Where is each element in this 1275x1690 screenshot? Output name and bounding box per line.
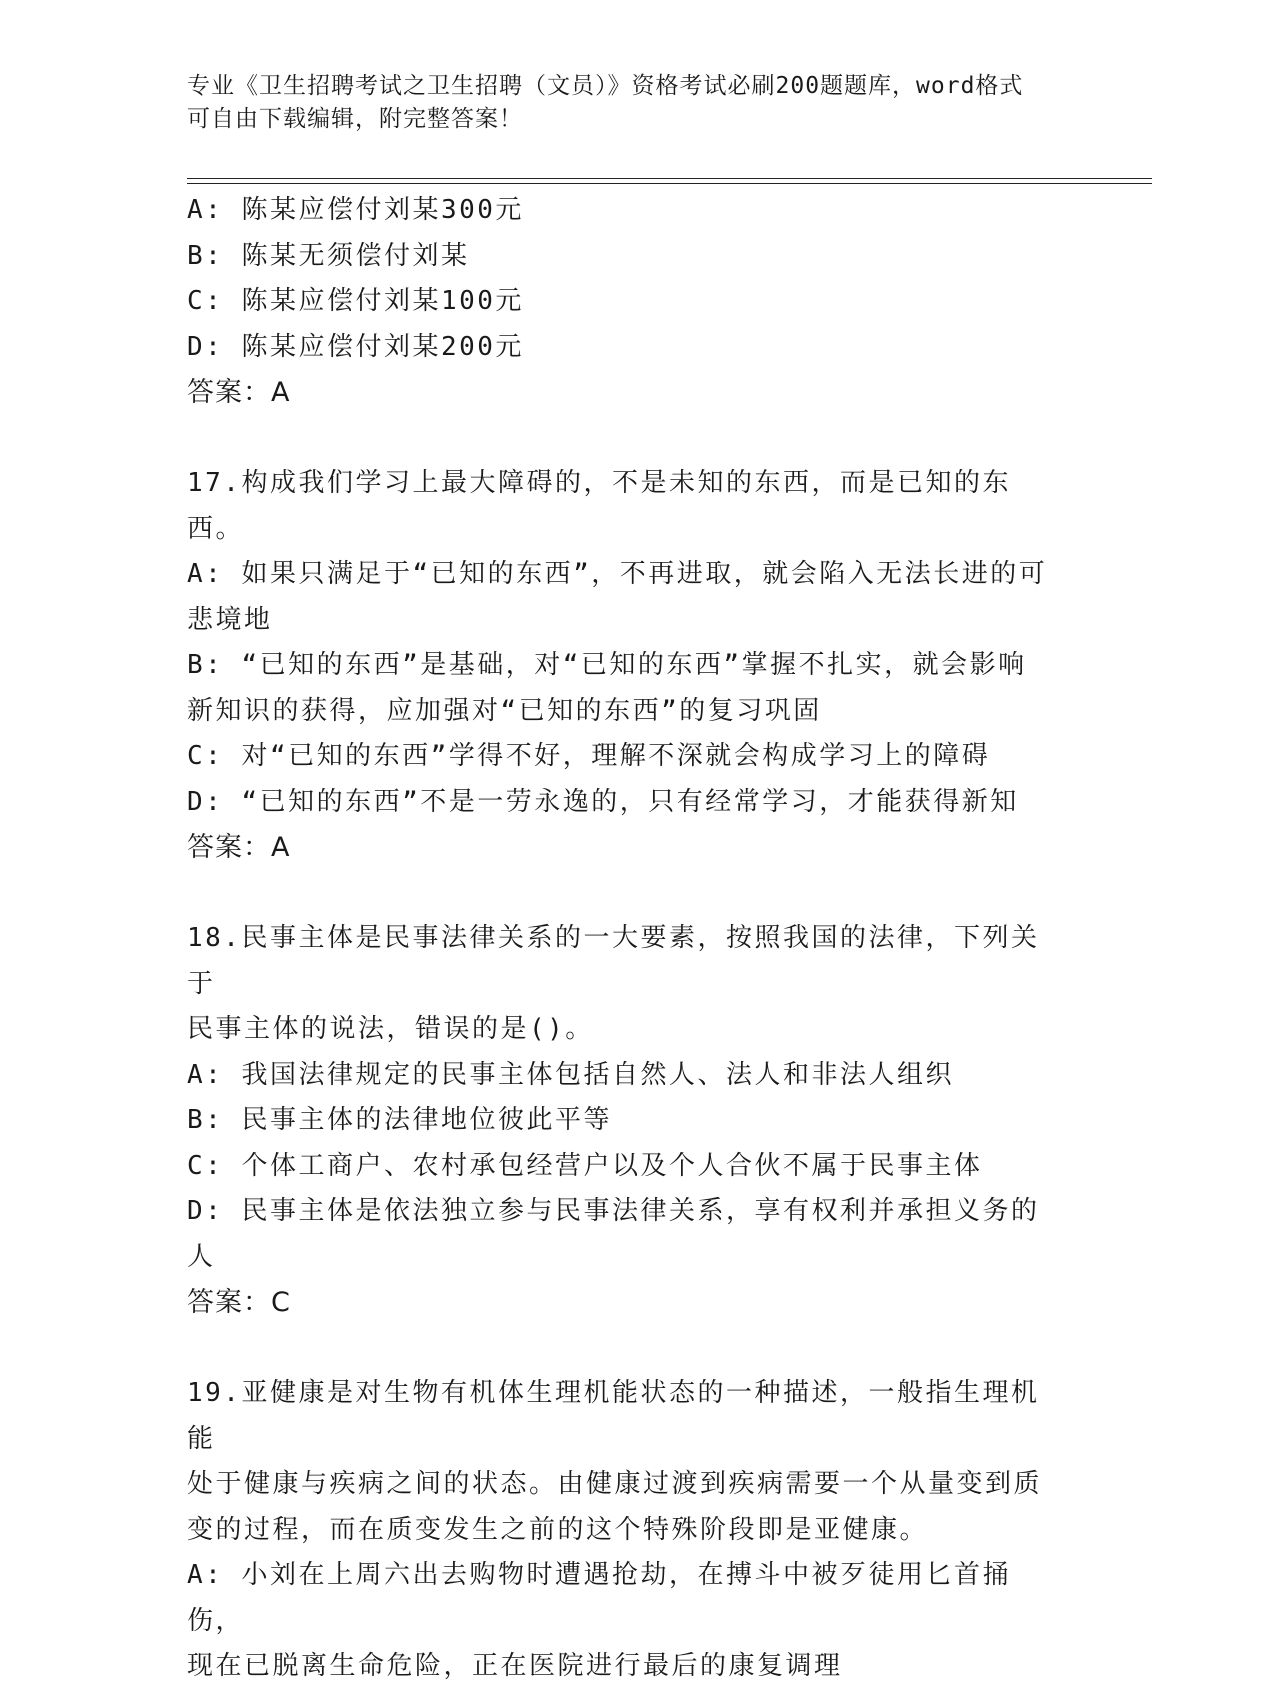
document-header xyxy=(187,70,1067,136)
option-a: A: 陈某应偿付刘某300元 xyxy=(187,195,524,225)
question-19 xyxy=(187,1371,1067,1690)
previous-question-options xyxy=(187,188,1067,416)
question-stem-line-3: 变的过程，而在质变发生之前的这个特殊阶段即是亚健康。 xyxy=(187,1514,929,1545)
header-title-line-1: 专业《卫生招聘考试之卫生招聘（文员）》资格考试必刷200题题库，word格式 xyxy=(187,73,1024,99)
option-a-line-1: A: 小刘在上周六出去购物时遭遇抢劫，在搏斗中被歹徒用匕首捅伤， xyxy=(187,1560,1011,1636)
option-a: A: 我国法律规定的民事主体包括自然人、法人和非法人组织 xyxy=(187,1059,954,1090)
answer-line: 答案：C xyxy=(187,1287,291,1318)
option-b-line-1: B: “已知的东西”是基础，对“已知的东西”掌握不扎实，就会影响 xyxy=(187,650,1027,680)
option-c: C: 陈某应偿付刘某100元 xyxy=(187,286,524,316)
question-stem-line-1: 19.亚健康是对生物有机体生理机能状态的一种描述，一般指生理机能 xyxy=(187,1378,1040,1454)
header-divider-top xyxy=(187,178,1152,179)
option-c: C: 个体工商户、农村承包经营户以及个人合伙不属于民事主体 xyxy=(187,1150,983,1181)
question-stem: 17.构成我们学习上最大障碍的，不是未知的东西，而是已知的东西。 xyxy=(187,468,1011,544)
document-body xyxy=(187,188,1067,1690)
spacer xyxy=(187,871,1067,917)
option-b: B: 陈某无须偿付刘某 xyxy=(187,240,470,271)
spacer xyxy=(187,416,1067,462)
option-a-line-1: A: 如果只满足于“已知的东西”，不再进取，就会陷入无法长进的可 xyxy=(187,559,1048,589)
option-b-line-2: 新知识的获得，应加强对“已知的东西”的复习巩固 xyxy=(187,695,822,726)
option-d: D: “已知的东西”不是一劳永逸的，只有经常学习，才能获得新知 xyxy=(187,786,1019,817)
header-divider-bottom xyxy=(187,183,1152,184)
question-stem-line-2: 处于健康与疾病之间的状态。由健康过渡到疾病需要一个从量变到质 xyxy=(187,1469,1043,1499)
header-title-line-2: 可自由下载编辑，附完整答案！ xyxy=(187,106,523,132)
option-d: D: 陈某应偿付刘某200元 xyxy=(187,331,524,362)
question-stem-line-2: 民事主体的说法，错误的是()。 xyxy=(187,1014,594,1044)
option-d: D: 民事主体是依法独立参与民事法律关系，享有权利并承担义务的人 xyxy=(187,1196,1040,1272)
answer-line: 答案：A xyxy=(187,377,291,408)
answer-line: 答案：A xyxy=(187,832,291,863)
option-c: C: 对“已知的东西”学得不好，理解不深就会构成学习上的障碍 xyxy=(187,741,991,771)
question-17 xyxy=(187,461,1067,871)
option-a-line-2: 现在已脱离生命危险，正在医院进行最后的康复调理 xyxy=(187,1651,843,1681)
question-stem-line-1: 18.民事主体是民事法律关系的一大要素，按照我国的法律，下列关于 xyxy=(187,923,1040,999)
option-b: B: 民事主体的法律地位彼此平等 xyxy=(187,1105,612,1135)
question-18 xyxy=(187,916,1067,1326)
spacer xyxy=(187,1326,1067,1372)
option-a-line-2: 悲境地 xyxy=(187,604,273,635)
